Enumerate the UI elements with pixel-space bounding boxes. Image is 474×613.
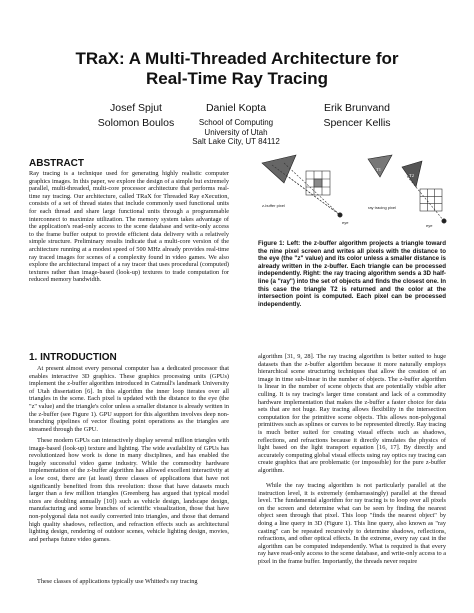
author-3: Erik Brunvand xyxy=(324,102,390,114)
raytrace-screen-grid xyxy=(420,189,442,211)
affiliation-line-1: School of Computing xyxy=(198,118,274,127)
abstract-body: Ray tracing is a technique used for generating highly realistic computer graphics images. In this paper, we explore the design of a simple but extremely parallel, multi-threaded, multi-core processor architecture that performs real-time ray tracing. Our architecture, called TRaX for Threaded Ray eXecution, consists of a set of thread states that include commonly used functional units for each thread and share large functional units through a programmable interconnect to maximize utilization. The memory system takes advantage of the application's read-only access to the scene database and write-only access to the frame buffer output to provide efficient data delivery with a relatively simple structure. Preliminary results indicate that a multi-core version of the architecture running at a modest speed of 500 MHz already provides real-time ray traced images for scenes of a complexity found in video games. We also explore the architectural impact of a ray tracer that uses procedural (computed) textures rather than image-based (look-up) textures to trade computation for reduced memory bandwidth. xyxy=(29,170,229,284)
affiliation-line-2: University of Utah xyxy=(204,127,268,137)
author-4: Solomon Boulos xyxy=(97,117,175,129)
paper-title-line-1: TRaX: A Multi-Threaded Architecture for xyxy=(75,49,399,68)
figure-1-caption: Figure 1: Left: the z-buffer algorithm projects a triangle toward the nine pixel screen and writes all pixels with the distance to the eye (the "z" value) and its color unless a smaller distance is already written in the z-buffer. Each triangle can be processed independently. Right: the ray tracing algorithm sends a 3D half-line (a "ray") into the set of objects and finds the closest one. In this case the triangle T2 is returned and the color at the intersection point is computed. Each pixel can be processed independently. xyxy=(258,240,446,308)
author-1: Josef Spjut xyxy=(110,102,162,114)
triangle-t1 xyxy=(368,155,392,177)
figure-1-illustration xyxy=(256,153,448,229)
intro-paragraph-2: These modern GPUs can interactively display several million triangles with image-based (look-up) texture and lighting. The wide availability of GPUs has revolutionized how work is done in many disciplines, and has enabled the hugely successful video game industry. While the commodity hardware implementation of the z-buffer algorithm has allowed excellent interactivity at a low cost, there are (at least) three classes of applications that have not significantly benefited from this revolution: those that have datasets much larger than a few million triangles (Greenberg has argued that typical model sizes are doubling annually [10]) such as vehicle design, landscape design, manufacturing and some branches of scientific visualization, those that have non-polygonal data not easily converted into triangles, and those that demand high quality shadows, reflection, and refraction effects such as architectural lighting design, rendering of outdoor scenes, vehicle lighting design, movies, and perhaps future video games. xyxy=(29,437,229,543)
right-paragraph-1: algorithm [31, 9, 28]. The ray tracing algorithm is better suited to huge datasets than the z-buffer algorithm because it more naturally employs hierarchical scene structuring techniques that allow the creation of an image in time sub-linear in the number of objects. The z-buffer algorithm is linear in the number of scene objects that are potentially visible after culling. It is ray tracing's larger time constant and lack of a commodity hardware implementation that makes the z-buffer a faster choice for data sets that are not huge. Ray tracing allows flexibility in the intersection computation for the primitive scene objects. This allows non-polygonal primitives such as splines or curves to be represented directly. Ray tracing is much better suited for creating visual effects such as shadows, reflections, and refractions because it directly simulates the physics of light based on the light transport equation [16, 17]. By directly and accurately computing global visual effects using ray optics ray tracing can create graphics that are problematic (or impossible) for the pure z-buffer algorithm. xyxy=(258,353,446,474)
label-t1: T1 xyxy=(376,167,381,172)
affiliation-line-3: Salt Lake City, UT 84112 xyxy=(192,137,280,146)
left-eye-icon xyxy=(338,213,342,217)
paper-title-line-2: Real-Time Ray Tracing xyxy=(145,69,329,88)
author-2: Daniel Kopta xyxy=(205,102,267,114)
raytracing-diagram xyxy=(368,155,446,223)
abstract-heading: ABSTRACT xyxy=(29,158,84,169)
intro-paragraph-3: These classes of applications typically use Whitted's ray tracing xyxy=(37,578,198,585)
label-eye-left: eye xyxy=(342,220,349,225)
right-paragraph-2: While the ray tracing algorithm is not particularly parallel at the instruction level, it is extremely (embarrassingly) parallel at the thread level. The fundamental algorithm for ray tracing is to loop over all pixels on the screen and determine what can be seen by finding the nearest object seen through that pixel. This loop "finds the nearest object" by doing a line query in 3D (Figure 1). This line query, also known as "ray casting" can be repeated recursively to determine shadows, reflections, refractions, and other optical effects. In the extreme, every ray cast in the algorithm can be computed independently. What is required is that every ray have read-only access to the scene database, and write-only access to a pixel in the frame buffer. Importantly, the threads never require xyxy=(258,482,446,565)
right-eye-icon xyxy=(442,219,446,223)
label-t2: T2 xyxy=(409,173,414,178)
zbuffer-triangle xyxy=(262,155,296,183)
label-zbuffer-pixel: z-buffer pixel xyxy=(262,203,285,208)
intro-paragraph-1: At present almost every personal computer has a dedicated processor that enables interactive 3D graphics. These graphics processing units (GPUs) implement the z-buffer algorithm introduced in Catmull's landmark University of Utah dissertation [6]. In this algorithm the inner loop iterates over all triangles in the scene. Each pixel is updated with the distance to the eye (the "z" value) and the triangle's color unless a smaller distance is already written in the z-buffer (see Figure 1). GPU support for this algorithm involves deep non-branching pipelines of vector floating point operations as the triangles are streamed through the GPU. xyxy=(29,365,229,433)
label-eye-right: eye xyxy=(426,223,433,228)
introduction-heading: 1. INTRODUCTION xyxy=(29,352,117,363)
author-5: Spencer Kellis xyxy=(323,117,391,129)
label-raytracing-pixel: ray tracing pixel xyxy=(368,205,397,210)
